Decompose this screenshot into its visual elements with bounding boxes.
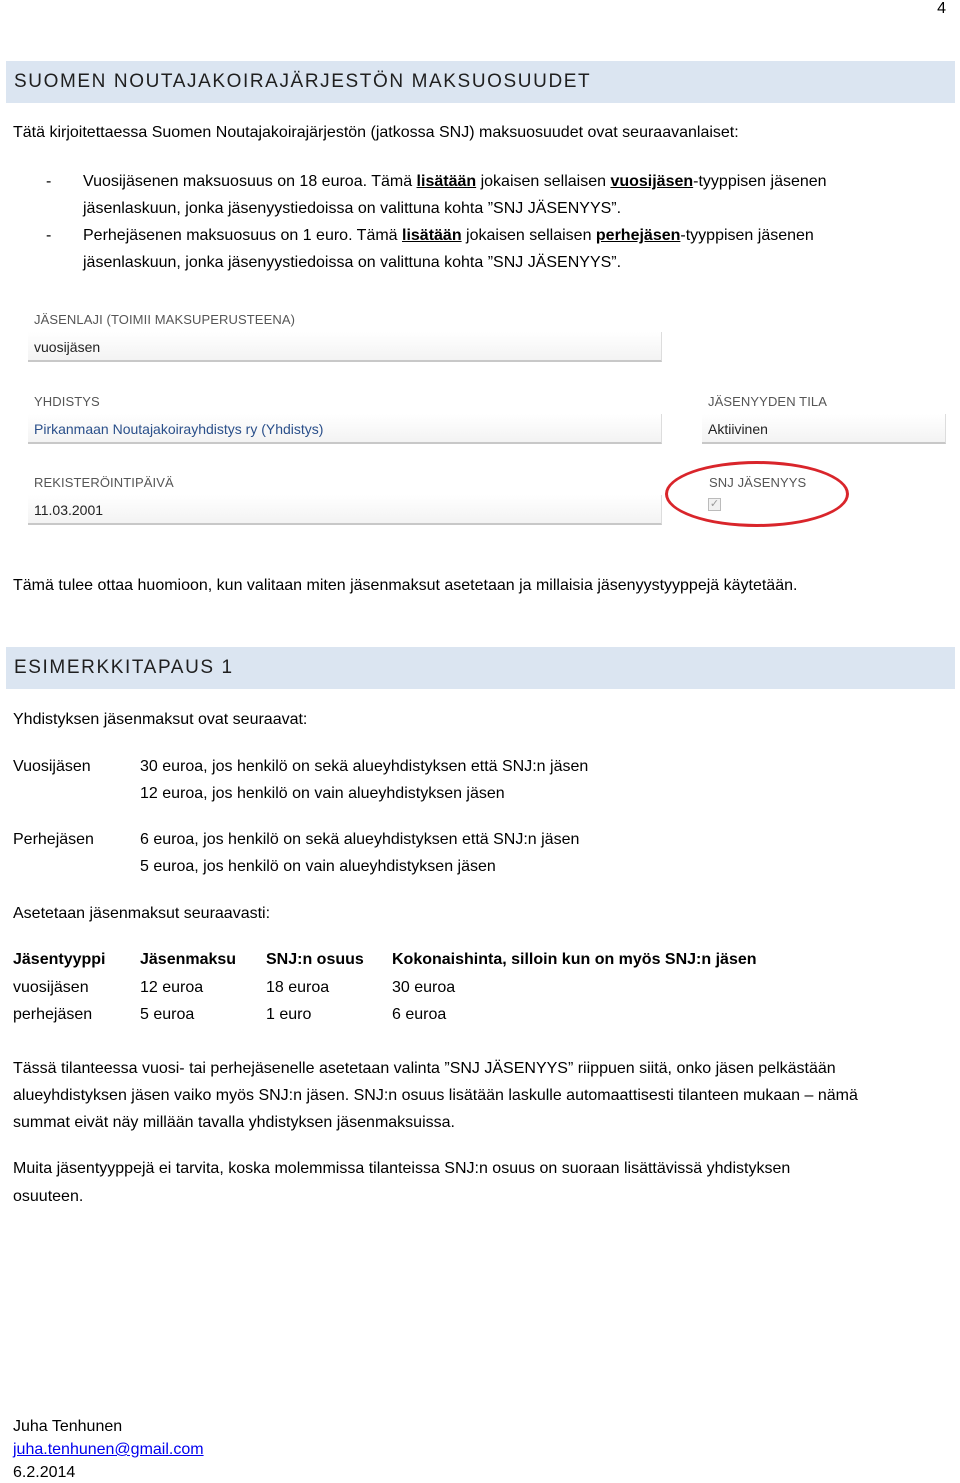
section-heading-esimerkkitapaus: ESIMERKKITAPAUS 1 xyxy=(6,647,955,689)
bullet-dash: - xyxy=(46,227,52,244)
membership-status-label: JÄSENYYDEN TILA xyxy=(708,394,828,409)
member-type-label: JÄSENLAJI (TOIMII MAKSUPERUSTEENA) xyxy=(34,312,296,327)
footer-email-link[interactable]: juha.tenhunen@gmail.com xyxy=(13,1441,204,1458)
table-cell: 18 euroa xyxy=(266,979,330,996)
table-header-cell: Jäsenmaksu xyxy=(140,951,237,968)
paragraph-line: Tässä tilanteessa vuosi- tai perhejäsenelle asetetaan valinta ”SNJ JÄSENYYS” riippuen siitä, onko jäsen pelkästään xyxy=(13,1060,836,1077)
bullet-text-e: -tyyppisen jäsenen xyxy=(680,227,814,244)
snj-membership-label: SNJ JÄSENYYS xyxy=(709,475,807,490)
bullet-text-a: Perhejäsenen maksuosuus on 1 euro. Tämä xyxy=(83,227,403,244)
table-cell: 30 euroa xyxy=(392,979,456,996)
table-cell: 12 euroa xyxy=(140,979,204,996)
table-header-cell: Kokonaishinta, silloin kun on myös SNJ:n jäsen xyxy=(392,951,757,968)
fees-intro: Yhdistyksen jäsenmaksut ovat seuraavat: xyxy=(13,711,308,728)
table-header-cell: Jäsentyyppi xyxy=(13,951,106,968)
bullet-text-e: -tyyppisen jäsenen xyxy=(693,173,827,190)
table-cell: 5 euroa xyxy=(140,1006,195,1023)
bullet-line-2: jäsenlaskuun, jonka jäsenyystiedoissa on valittuna kohta ”SNJ JÄSENYYS”. xyxy=(83,254,622,271)
table-cell: 1 euro xyxy=(266,1006,312,1023)
registration-date-field[interactable]: 11.03.2001 xyxy=(28,495,662,525)
association-field[interactable]: Pirkanmaan Noutajakoirayhdistys ry (Yhdistys) xyxy=(28,414,662,444)
membership-status-field[interactable]: Aktiivinen xyxy=(702,414,946,444)
bullet-dash: - xyxy=(46,173,52,190)
bullet-emphasis-type: vuosijäsen xyxy=(610,173,694,190)
paragraph-line: alueyhdistyksen jäsen vaiko myös SNJ:n jäsen. SNJ:n osuus lisätään laskulle automaattisesti tilanteen mukaan – nämä xyxy=(13,1087,858,1104)
table-cell: vuosijäsen xyxy=(13,979,89,996)
bullet-line xyxy=(83,173,827,191)
note-text: Tämä tulee ottaa huomioon, kun valitaan miten jäsenmaksut asetetaan ja millaisia jäsenyystyyppejä käytetään. xyxy=(13,577,798,594)
bullet-line xyxy=(83,227,814,245)
fee-line: 5 euroa, jos henkilö on vain alueyhdistyksen jäsen xyxy=(140,858,496,875)
section-heading-maksuosuudet: SUOMEN NOUTAJAKOIRAJÄRJESTÖN MAKSUOSUUDET xyxy=(6,61,955,103)
registration-date-label: REKISTERÖINTIPÄIVÄ xyxy=(34,475,174,490)
snj-membership-checkbox[interactable]: ✓ xyxy=(709,498,720,510)
paragraph-line: Muita jäsentyyppejä ei tarvita, koska molemmissa tilanteissa SNJ:n osuus on suoraan lisättävissä yhdistyksen xyxy=(13,1160,791,1177)
bullet-line-2: jäsenlaskuun, jonka jäsenyystiedoissa on valittuna kohta ”SNJ JÄSENYYS”. xyxy=(83,200,622,217)
footer-author: Juha Tenhunen xyxy=(13,1418,123,1435)
paragraph-line: osuuteen. xyxy=(13,1188,84,1205)
member-type-field[interactable]: vuosijäsen xyxy=(28,332,662,362)
bullet-text-a: Vuosijäsenen maksuosuus on 18 euroa. Tämä xyxy=(83,173,417,190)
set-fees-intro: Asetetaan jäsenmaksut seuraavasti: xyxy=(13,905,271,922)
table-cell: 6 euroa xyxy=(392,1006,447,1023)
page-number: 4 xyxy=(937,0,946,17)
bullet-text-c: jokaisen sellaisen xyxy=(461,227,596,244)
paragraph-line: summat eivät näy millään tavalla yhdistyksen jäsenmaksuissa. xyxy=(13,1114,455,1131)
fee-line: 12 euroa, jos henkilö on vain alueyhdistyksen jäsen xyxy=(140,785,505,802)
highlight-circle xyxy=(665,461,849,527)
intro-text: Tätä kirjoitettaessa Suomen Noutajakoirajärjestön (jatkossa SNJ) maksuosuudet ovat seuraavanlaiset: xyxy=(13,124,739,141)
fee-line: 6 euroa, jos henkilö on sekä alueyhdistyksen että SNJ:n jäsen xyxy=(140,831,580,848)
bullet-emphasis-lisataan: lisätään xyxy=(402,227,462,244)
table-header-cell: SNJ:n osuus xyxy=(266,951,364,968)
bullet-emphasis-lisataan: lisätään xyxy=(416,173,477,190)
fee-type: Perhejäsen xyxy=(13,831,94,848)
bullet-text-c: jokaisen sellaisen xyxy=(476,173,611,190)
footer-date: 6.2.2014 xyxy=(13,1464,76,1481)
table-cell: perhejäsen xyxy=(13,1006,93,1023)
association-label: YHDISTYS xyxy=(34,394,100,409)
fee-type: Vuosijäsen xyxy=(13,758,91,775)
fee-line: 30 euroa, jos henkilö on sekä alueyhdistyksen että SNJ:n jäsen xyxy=(140,758,589,775)
bullet-emphasis-type: perhejäsen xyxy=(595,227,681,244)
